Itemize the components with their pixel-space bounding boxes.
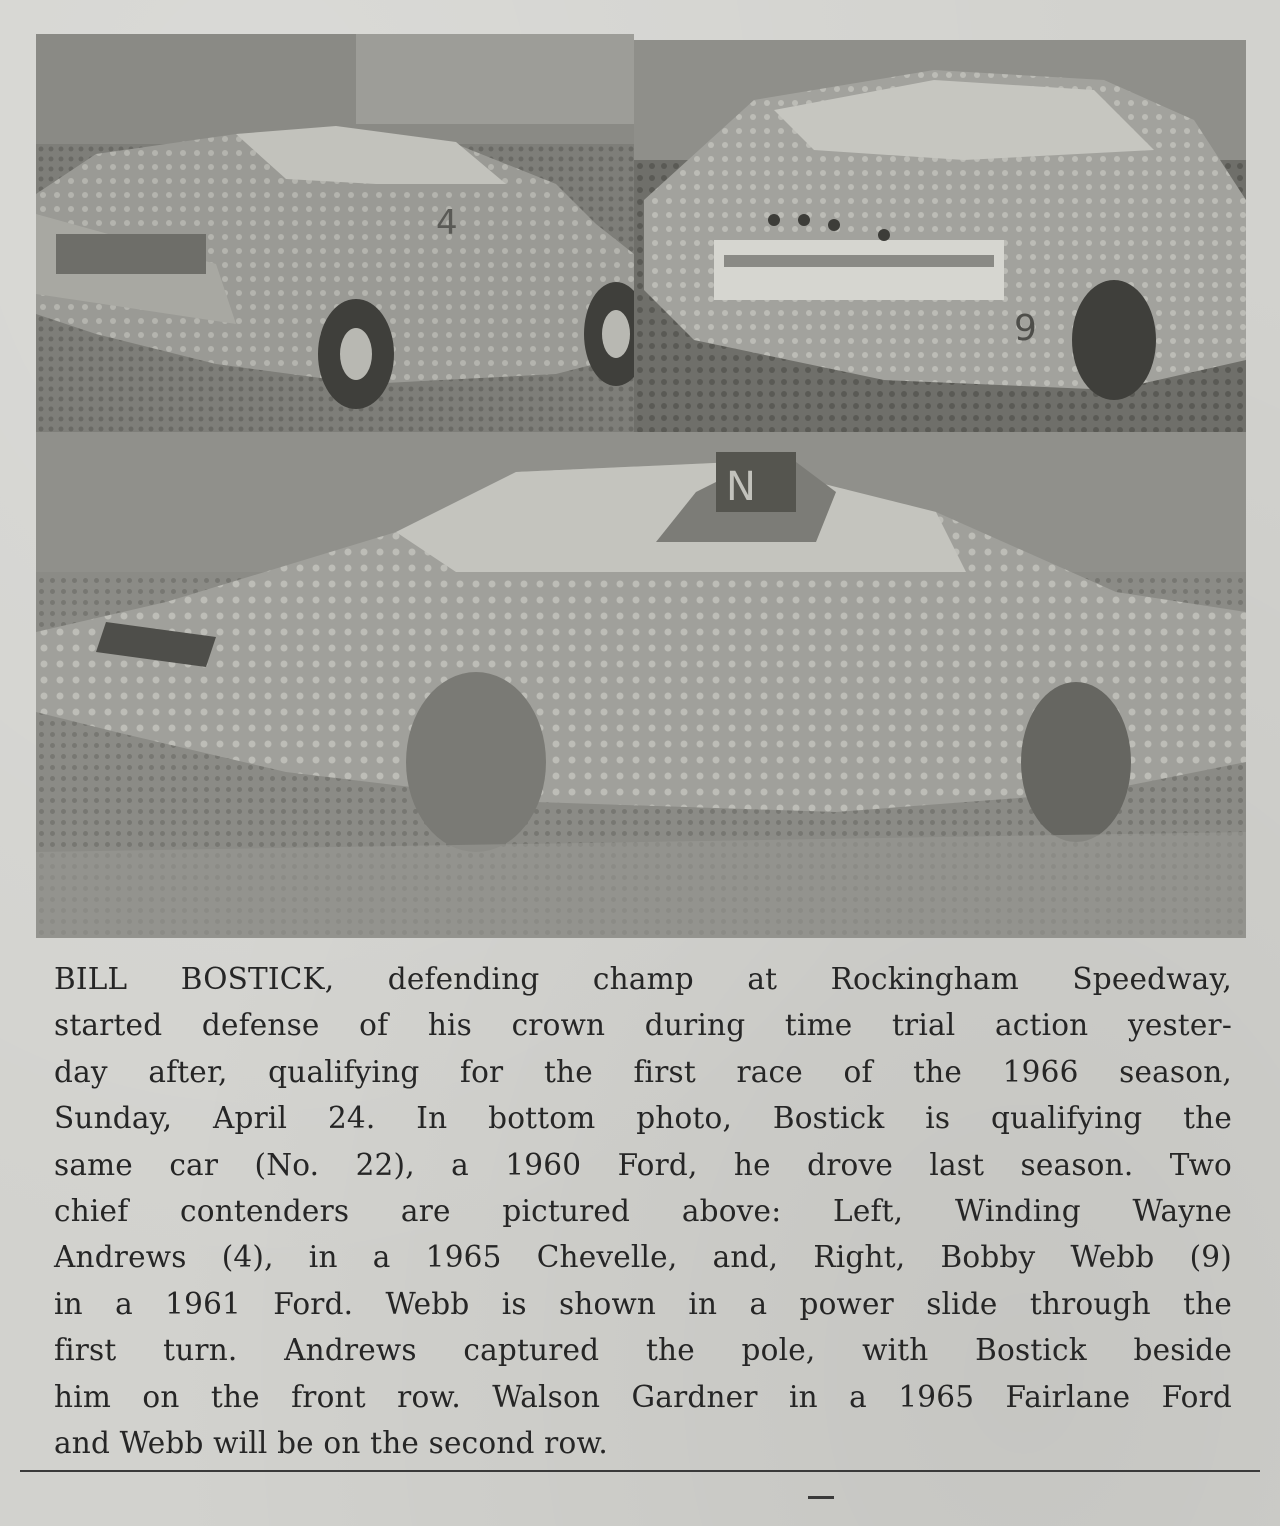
caption-line: first turn. Andrews captured the pole, with Bostick beside [54,1333,1232,1368]
divider-dash [808,1496,834,1499]
caption-line: started defense of his crown during time trial action yester- [54,1008,1232,1043]
photo-top-right [634,40,1246,440]
car-22-ford-icon [36,432,1246,938]
caption-line: day after, qualifying for the first race of the 1966 season, [54,1054,1232,1089]
caption-line: BILL BOSTICK, defending champ at Rockingham Speedway, [54,962,1232,996]
caption-line: and Webb will be on the second row. [54,1426,608,1461]
caption-line: Sunday, April 24. In bottom photo, Bostick is qualifying the [54,1101,1232,1136]
caption-line: in a 1961 Ford. Webb is shown in a power slide through the [54,1286,1232,1321]
caption-line: same car (No. 22), a 1960 Ford, he drove last season. Two [54,1147,1232,1182]
svg-text:4: 4 [436,203,458,243]
photo-bottom [36,432,1246,938]
caption-line: Andrews (4), in a 1965 Chevelle, and, Right, Bobby Webb (9) [54,1240,1232,1275]
car-9-ford-icon [634,40,1246,440]
caption-line: chief contenders are pictured above: Left, Winding Wayne [54,1194,1232,1229]
caption-line: him on the front row. Walson Gardner in a 1965 Fairlane Ford [54,1379,1232,1414]
car-4-chevelle-icon [36,34,634,432]
photo-top-left [36,34,634,432]
photo-caption [54,956,1232,1466]
divider-rule [20,1470,1260,1472]
svg-text:9: 9 [1014,308,1037,349]
svg-text:N: N [726,464,756,510]
